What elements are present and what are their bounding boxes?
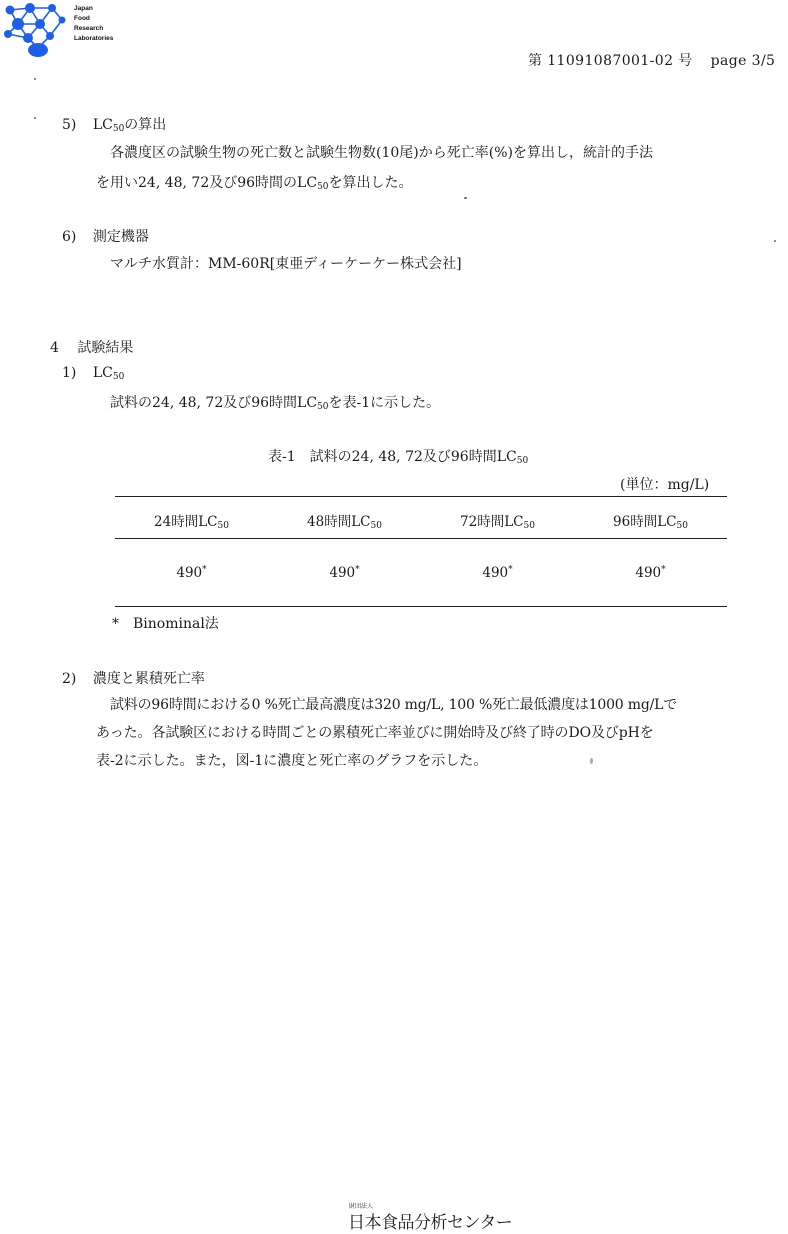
subsection-1-heading bbox=[62, 365, 124, 382]
section-5-line-2-sub: 50 bbox=[317, 182, 329, 192]
subsection-1-body-sub: 50 bbox=[317, 402, 329, 412]
table-1-bottom-rule bbox=[115, 606, 727, 607]
subsection-1-body-text: 試料の24, 48, 72及び96時間LC bbox=[110, 395, 318, 411]
value-96h-mark: * bbox=[661, 565, 666, 575]
footer-organization-name: 日本食品分析センター bbox=[348, 1213, 513, 1232]
logo-line-japan: Japan bbox=[74, 5, 93, 12]
header-48h-sub: 50 bbox=[370, 521, 382, 531]
subsection-1-title: LC bbox=[92, 365, 113, 381]
section-5-body-line-1: 各濃度区の試験生物の死亡数と試験生物数(10尾)から死亡率(%)を算出し，統計的手法 bbox=[110, 145, 653, 161]
subsection-2-body-line-1: 試料の96時間における0 %死亡最高濃度は320 mg/L, 100 %死亡最低濃度は1000 mg/Lで bbox=[110, 697, 678, 713]
value-72h: 490 bbox=[482, 565, 509, 581]
value-24h: 490 bbox=[176, 565, 203, 581]
header-96h-sub: 50 bbox=[676, 521, 688, 531]
header-24h-text: 24時間LC bbox=[154, 514, 218, 530]
subsection-1-body-end: を表-1に示した。 bbox=[328, 395, 441, 411]
value-24h-mark: * bbox=[202, 565, 207, 575]
footer-small-label: 財団法人 bbox=[349, 1204, 374, 1210]
subsection-2-heading bbox=[62, 668, 205, 688]
logo-line-food: Food bbox=[74, 15, 90, 22]
subsection-1-body bbox=[110, 392, 440, 412]
section-6-number: 6) bbox=[62, 229, 77, 245]
table-1-header-96h bbox=[574, 510, 727, 531]
logo-text bbox=[74, 4, 113, 44]
value-96h: 490 bbox=[635, 565, 662, 581]
subsection-1-title-sub: 50 bbox=[112, 372, 125, 382]
scan-speck bbox=[34, 78, 36, 80]
table-1-header-48h bbox=[268, 510, 421, 531]
table-1-value-24h bbox=[115, 565, 268, 581]
section-5-heading bbox=[62, 114, 166, 134]
header-72h-sub: 50 bbox=[523, 521, 535, 531]
page-number: page 3/5 bbox=[710, 53, 776, 69]
scan-speck bbox=[34, 117, 36, 119]
section-4-number: 4 bbox=[50, 340, 59, 356]
table-1-caption-text: 表-1 試料の24, 48, 72及び96時間LC bbox=[268, 449, 517, 465]
value-48h-mark: * bbox=[355, 565, 360, 575]
header-72h-text: 72時間LC bbox=[460, 514, 524, 530]
table-1-value-72h bbox=[421, 565, 574, 581]
header-48h-text: 48時間LC bbox=[307, 514, 371, 530]
table-1-unit: (単位：mg/L) bbox=[620, 477, 710, 493]
table-1-value-48h bbox=[268, 565, 421, 581]
table-1-footnote: * Binominal法 bbox=[112, 616, 219, 632]
value-72h-mark: * bbox=[508, 565, 513, 575]
jfrl-logo-icon bbox=[0, 0, 72, 62]
table-1-value-96h bbox=[574, 565, 727, 581]
document-number-line bbox=[528, 50, 775, 70]
scan-speck bbox=[464, 197, 467, 199]
subsection-2-number: 2) bbox=[62, 671, 77, 687]
value-48h: 490 bbox=[329, 565, 356, 581]
section-5-body-line-2 bbox=[96, 172, 413, 192]
scan-speck bbox=[590, 758, 593, 764]
document-number: 第 11091087001-02 号 bbox=[528, 53, 693, 69]
table-1-header-24h bbox=[115, 510, 268, 531]
section-4-title: 試験結果 bbox=[77, 340, 134, 356]
subsection-2-body-line-3: 表-2に示した。また，図-1に濃度と死亡率のグラフを示した。 bbox=[96, 753, 488, 769]
section-5-title-lc: LC bbox=[92, 117, 113, 133]
header-24h-sub: 50 bbox=[217, 521, 229, 531]
section-6-body-line-1: マルチ水質計：MM-60R[東亜ディーケーケー株式会社] bbox=[110, 256, 462, 272]
table-1-caption bbox=[268, 446, 528, 466]
section-5-title-sub: 50 bbox=[112, 124, 125, 134]
section-5-line-2-text: を用い24, 48, 72及び96時間のLC bbox=[96, 175, 318, 191]
section-4-heading bbox=[50, 337, 133, 357]
scan-speck bbox=[774, 240, 776, 242]
logo-line-laboratories: Laboratories bbox=[74, 35, 114, 42]
section-5-title-rest: の算出 bbox=[124, 117, 167, 133]
section-5-line-2-end: を算出した。 bbox=[328, 175, 413, 191]
table-1-header-72h bbox=[421, 510, 574, 531]
section-6-title: 測定機器 bbox=[92, 229, 149, 245]
section-6-heading bbox=[62, 226, 149, 246]
section-5-number: 5) bbox=[62, 117, 77, 133]
table-1-top-rule bbox=[115, 496, 727, 497]
subsection-1-number: 1) bbox=[62, 365, 77, 381]
header-96h-text: 96時間LC bbox=[613, 514, 677, 530]
subsection-2-title: 濃度と累積死亡率 bbox=[92, 671, 205, 687]
table-1-caption-sub: 50 bbox=[516, 456, 529, 466]
table-1-header-rule bbox=[115, 538, 727, 539]
logo-line-research: Research bbox=[74, 25, 104, 32]
subsection-2-body-line-2: あった。各試験区における時間ごとの累積死亡率並びに開始時及び終了時のDO及びpHを bbox=[96, 725, 654, 741]
